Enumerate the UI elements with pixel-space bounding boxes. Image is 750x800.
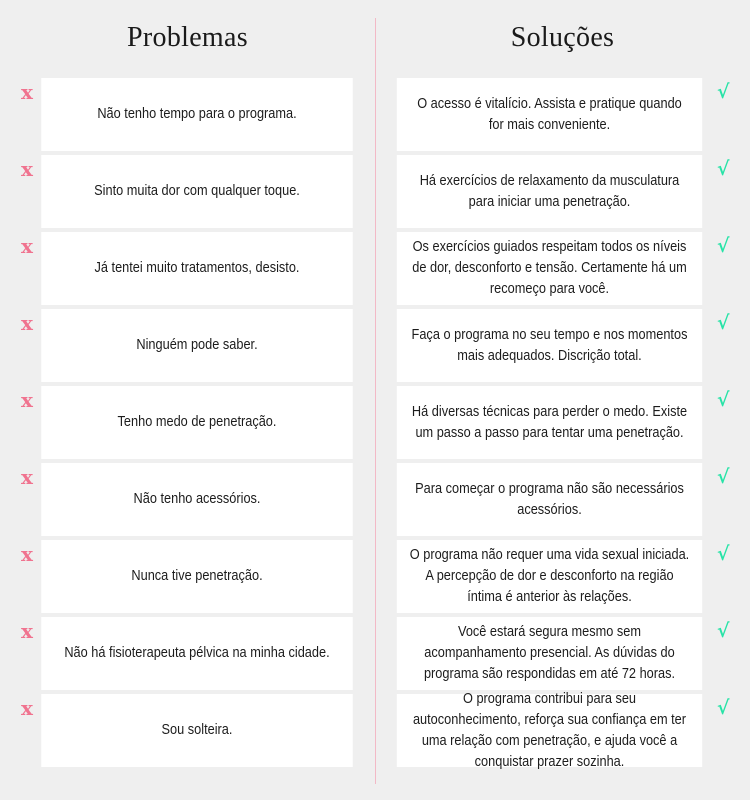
solution-text: O programa contribui para seu autoconhecimento, reforça sua confiança em ter uma relação com penetração, e ajuda você a conquistar prazer sozinha. bbox=[412, 690, 687, 770]
check-mark-icon: √ bbox=[717, 389, 730, 411]
x-mark-icon: x bbox=[21, 619, 33, 643]
check-mark-icon: √ bbox=[717, 81, 730, 103]
problem-text: Sou solteira. bbox=[161, 722, 233, 738]
comparison-row bbox=[0, 155, 750, 228]
solution-cell bbox=[397, 690, 702, 770]
problem-cell bbox=[41, 78, 353, 151]
problem-cell bbox=[41, 463, 353, 536]
x-mark-icon: x bbox=[21, 696, 33, 720]
problem-text: Não tenho tempo para o programa. bbox=[97, 106, 297, 122]
problem-text: Nunca tive penetração. bbox=[131, 568, 263, 584]
x-mark-icon: x bbox=[21, 80, 33, 104]
solution-cell bbox=[397, 309, 702, 382]
solution-text: O programa não requer uma vida sexual iniciada. A percepção de dor e desconforto na região íntima é anterior às relações. bbox=[409, 547, 690, 605]
check-mark-icon: √ bbox=[717, 697, 730, 719]
comparison-row bbox=[0, 232, 750, 305]
problem-cell bbox=[41, 617, 353, 690]
problem-text: Ninguém pode saber. bbox=[136, 337, 258, 353]
problem-cell bbox=[41, 232, 353, 305]
problem-cell bbox=[41, 309, 353, 382]
solution-cell bbox=[397, 617, 702, 690]
comparison-row bbox=[0, 386, 750, 459]
comparison-row bbox=[0, 540, 750, 613]
comparison-row bbox=[0, 690, 750, 770]
check-mark-icon: √ bbox=[717, 312, 730, 334]
x-mark-icon: x bbox=[21, 311, 33, 335]
problem-cell bbox=[41, 155, 353, 228]
problem-text: Não há fisioterapeuta pélvica na minha cidade. bbox=[64, 645, 330, 661]
problem-text: Já tentei muito tratamentos, desisto. bbox=[94, 260, 300, 276]
check-mark-icon: √ bbox=[717, 620, 730, 642]
comparison-row bbox=[0, 78, 750, 151]
problem-text: Não tenho acessórios. bbox=[133, 491, 261, 507]
check-mark-icon: √ bbox=[717, 466, 730, 488]
problem-cell bbox=[41, 540, 353, 613]
solution-cell bbox=[397, 463, 702, 536]
check-mark-icon: √ bbox=[717, 543, 730, 565]
solution-cell bbox=[397, 78, 702, 151]
problems-header: Problemas bbox=[127, 22, 248, 53]
solution-cell bbox=[397, 540, 702, 613]
x-mark-icon: x bbox=[21, 234, 33, 258]
solution-cell bbox=[397, 386, 702, 459]
comparison-row bbox=[0, 463, 750, 536]
solution-cell bbox=[397, 155, 702, 228]
comparison-row bbox=[0, 309, 750, 382]
problem-text: Tenho medo de penetração. bbox=[117, 414, 277, 430]
problem-cell bbox=[41, 694, 353, 767]
check-mark-icon: √ bbox=[717, 235, 730, 257]
solution-text: Há diversas técnicas para perder o medo. Existe um passo a passo para tentar uma penetração. bbox=[411, 403, 688, 441]
solution-text: Você estará segura mesmo sem acompanhamento presencial. As dúvidas do programa são respondidas em até 72 horas. bbox=[423, 624, 676, 682]
solution-text: Faça o programa no seu tempo e nos momentos mais adequados. Discrição total. bbox=[411, 326, 688, 364]
solution-text: Para começar o programa não são necessários acessórios. bbox=[415, 480, 684, 518]
x-mark-icon: x bbox=[21, 465, 33, 489]
solution-cell bbox=[397, 232, 702, 305]
solutions-header: Soluções bbox=[510, 22, 615, 53]
solution-text: Os exercícios guiados respeitam todos os níveis de dor, desconforto e tensão. Certamente há um recomeço para você. bbox=[412, 239, 687, 297]
solution-text: O acesso é vitalício. Assista e pratique quando for mais conveniente. bbox=[417, 95, 682, 133]
x-mark-icon: x bbox=[21, 388, 33, 412]
comparison-row bbox=[0, 617, 750, 690]
problem-cell bbox=[41, 386, 353, 459]
check-mark-icon: √ bbox=[717, 158, 730, 180]
solution-text: Há exercícios de relaxamento da musculatura para iniciar uma penetração. bbox=[419, 172, 680, 210]
x-mark-icon: x bbox=[21, 542, 33, 566]
x-mark-icon: x bbox=[21, 157, 33, 181]
comparison-table bbox=[0, 78, 750, 771]
problem-text: Sinto muita dor com qualquer toque. bbox=[94, 183, 300, 199]
